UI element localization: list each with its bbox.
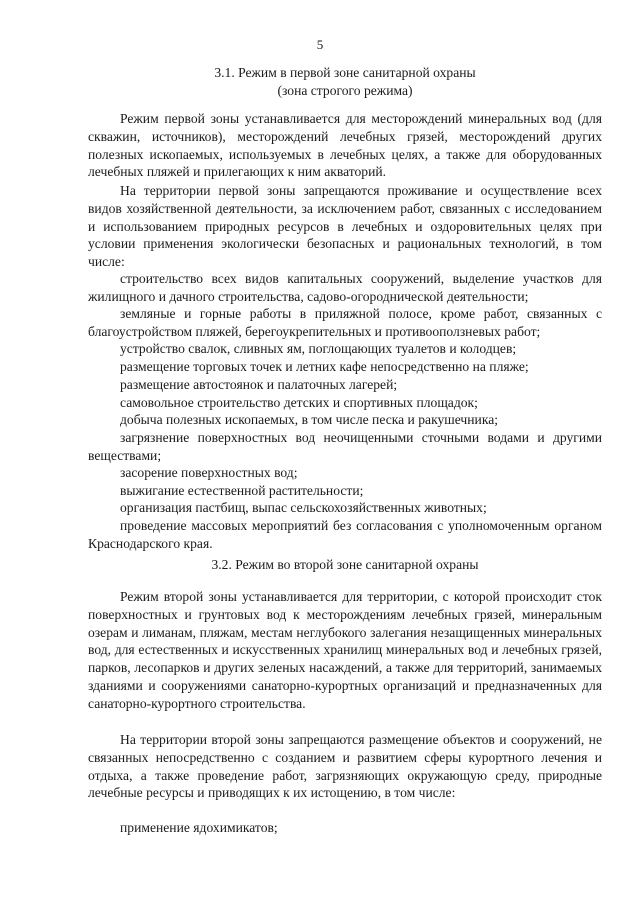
- section-1-paragraph-2: На территории первой зоны запрещаются проживание и осуществление всех видов хозяйственной деятельности, за исключением работ, связанных с исследованием и использованием природных ресурсов в лечебных и оздоровительных целях при условии применения экологически безопасных и рациональных технологий, в том числе:: [88, 183, 602, 270]
- list-item: проведение массовых мероприятий без согласования с уполномоченным органом Краснодарского края.: [88, 518, 602, 551]
- page-number: 5: [316, 37, 324, 52]
- list-item: устройство свалок, сливных ям, поглощающих туалетов и колодцев;: [120, 341, 517, 356]
- list-item: добыча полезных ископаемых, в том числе песка и ракушечника;: [120, 412, 499, 427]
- list-item: засорение поверхностных вод;: [120, 465, 298, 480]
- list-item: загрязнение поверхностных вод неочищенными сточными водами и другими веществами;: [88, 430, 602, 463]
- list-item: выжигание естественной растительности;: [120, 483, 364, 498]
- section-1-title: 3.1. Режим в первой зоне санитарной охраны: [214, 65, 476, 80]
- section-2-paragraph-1: Режим второй зоны устанавливается для территории, с которой происходит сток поверхностных и грунтовых вод к месторождениям лечебных грязей, минеральным озерам и лиманам, пляжам, местам неглубокого залегания незащищенных минеральных вод, для естественных и искусственных хранилищ минеральных вод и лечебных грязей, парков, лесопарков и других зеленых насаждений, а также для территорий, занимаемых зданиями и сооружениями санаторно-курортных организаций и предназначенных для санаторно-курортного строительства.: [88, 589, 602, 711]
- section-1-subtitle: (зона строгого режима): [277, 82, 413, 98]
- section-2-heading: [0, 556, 640, 574]
- list-item: самовольное строительство детских и спортивных площадок;: [120, 395, 478, 410]
- section-2-paragraph-2: На территории второй зоны запрещаются размещение объектов и сооружений, не связанных непосредственно с созданием и развитием сферы курортного лечения и отдыха, а также проведение работ, загрязняющих окружающую среду, природные лечебные ресурсы и приводящих к их истощению, в том числе:: [88, 732, 602, 801]
- list-item: организация пастбищ, выпас сельскохозяйственных животных;: [120, 500, 487, 515]
- section-2-title: 3.2. Режим во второй зоне санитарной охраны: [211, 557, 479, 572]
- list-item: размещение торговых точек и летних кафе непосредственно на пляже;: [120, 359, 529, 374]
- list-item: земляные и горные работы в приляжной полосе, кроме работ, связанных с благоустройством пляжей, берегоукрепительных и противооползневых работ;: [88, 306, 602, 339]
- list-item: применение ядохимикатов;: [120, 820, 278, 835]
- section-1-paragraph-1: Режим первой зоны устанавливается для месторождений минеральных вод (для скважин, источников), месторождений лечебных грязей, месторождений других полезных ископаемых, используемых в лечебных целях, а также для оборудованных лечебных пляжей и прилегающих к ним акваторий.: [88, 111, 602, 180]
- list-item: строительство всех видов капитальных сооружений, выделение участков для жилищного и дачного строительства, садово-огороднической деятельности;: [88, 271, 602, 304]
- section-1-heading: [0, 64, 640, 100]
- list-item: размещение автостоянок и палаточных лагерей;: [120, 377, 398, 392]
